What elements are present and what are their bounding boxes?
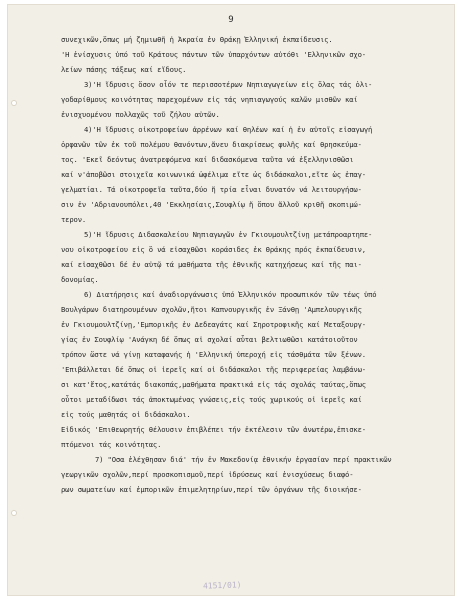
text-line: γελματίαι. Τά οἰκοτροφεῖα ταῦτα,δύο ἤ τρία εἶναι δυνατόν νά λειτουργήσω- — [61, 185, 362, 194]
text-line: Βουλγάρων διατηρουμένων σχολῶν,ἤτοι Καπνουργικῆς ἐν Ξάνθῃ 'Αμπελουργικῆς — [61, 305, 362, 314]
text-line: τρόπον ὥστε νά γίνῃ καταφανής ἡ 'Ελληνική ὑπεροχή εἰς τάσθμάτα τῶν ξένων. — [61, 350, 366, 359]
document-page — [8, 5, 454, 595]
text-line: 'Η ἐνίσχυσις ὑπό τοῦ Κράτους πάντων τῶν ὑπαρχόντων αὐτόθι 'Ελληνικῶν σχο- — [61, 50, 366, 59]
text-line: πτόμενοι τάς κοινότητας. — [61, 440, 162, 449]
punch-hole-mark — [11, 510, 17, 516]
text-line: 7) "Οσα ἐλέχθησαν διά' τήν ἐν Μακεδονίᾳ ἐθνικήν ἐργασίαν περί πρακτικῶν — [95, 455, 392, 464]
text-line: Εἰδικός 'Επιθεωρητής θέλουσιν ἐπιβλέπει τήν ἐκτέλεσιν τῶν ἀνωτέρω,ἐπισκε- — [61, 425, 366, 434]
page-number: 9 — [228, 15, 234, 25]
text-line: δονομίας. — [61, 275, 99, 284]
text-line: 6) Διατήρησις καί ἀναδιοργάνωσις ὑπό Ἑλληνικόν προσωπικόν τῶν τέως ὑπό — [84, 290, 377, 299]
text-line: 4)'Η ἵδρυσις οἰκοτροφείων ἀρρένων καί θηλέων καί ἡ ἐν αὐτοῖς εἰσαγωγή — [84, 125, 373, 134]
text-line: σιν ἐν 'Αδριανουπόλει,40 'Εκκλησίαις,Σουφλίῳ ἤ ὅπου ἄλλοῦ κριθῆ σκοπιμώ- — [61, 200, 362, 209]
text-line: 5)'Η ἵδρυσις Διδασκαλείου Νηπιαγωγῶν ἐν Γκιουμουλτζίνῃ μετάπροαρτηπε- — [84, 230, 373, 239]
text-line: σι κατ'ἔτος,κατάτάς διακοπάς,μαθήματα πρακτικά εἰς τάς σχολάς ταύτας,ὅπως — [61, 380, 366, 389]
text-line: γεωργικῶν σχολῶν,περί προσκοπισμοῦ,περί ἱδρύσεως καί ἐνισχύσεως διαφό- — [61, 470, 354, 479]
text-line: ἐνισχυομένου πολλαχῶς τοῦ ζήλου αὐτῶν. — [61, 110, 220, 119]
text-line: τερον. — [61, 215, 87, 224]
body-text — [58, 32, 450, 497]
text-line: ἐν Γκιουμουλτζίνῃ,'Εμπορικῆς ἐν Δεδεαγάτς καί Σηροτροφικῆς καί Μεταξουργ- — [61, 320, 366, 329]
text-line: γοδαρίθμους κοινότητας παρεχομένων εἰς τάς νηπιαγωγούς καλῶν μισθῶν καί — [61, 95, 358, 104]
punch-hole-mark — [11, 100, 17, 106]
text-line: νου οἰκοτροφείου εἰς ὃ νά εἰσαχθῶσι κοράσιδες ἐκ Θράκης πρός ἐκπαίδευσιν, — [61, 245, 366, 254]
archive-stamp: 4151/01) — [202, 580, 242, 591]
text-line: ὀρφανῶν τῶν ἐκ τοῦ πολέμου θανόντων,ἄνευ διακρίσεως φυλῆς καί θρησκεύμα- — [61, 140, 362, 149]
text-line: γίας ἐν Σουφλίῳ 'Ανάγκη δέ ὅπως αἱ σχολαί αὗται βελτιωθῶσι κατάτοιοῦτον — [61, 335, 358, 344]
text-line: τος. 'Εκεῖ δεόντως ἀνατρεφόμενα καί διδασκόμενα ταῦτα νά ἐξελληνισθῶσι — [61, 155, 354, 164]
text-line: 3)'Η ἵδρυσις ὅσον οἷόν τε περισσοτέρων Νηπιαγωγείων εἰς ὅλας τάς ὁλι- — [84, 80, 373, 89]
text-line: καί εἰσαχθῶσι δέ ἐν αὐτῷ τά μαθήματα τῆς ἐθνικῆς κατηχήσεως καί τῆς παι- — [61, 260, 362, 269]
text-line: ρων σωματείων καί ἐμπορικῶν ἐπιμελητηρίων,περί τῶν ὀργάνων τῆς διοικήσε- — [61, 485, 362, 494]
text-line: 'Επιβάλλεται δέ ὅπως οἱ ἱερεῖς καί οἱ διδάσκαλοι τῆς περιφερείας λαμβάνω- — [61, 365, 366, 374]
text-line: λείων πάσης τάξεως καί εἴδους. — [61, 65, 187, 74]
text-line: καί ν'ἀποβῶσι στοιχεῖα κοινωνικά ὠφέλιμα εἴτε ὡς διδάσκαλοι,εἴτε ὡς ἐπαγ- — [61, 170, 366, 179]
text-line: εἰς τούς μαθητάς οἱ διδάσκαλοι. — [61, 410, 191, 419]
text-line: συνεχικῶν,ὅπως μή ζημιωθῆ ἡ Ἀκραία ἐν Θράκῃ Ἑλληνική ἐκπαίδευσις. — [61, 35, 333, 44]
text-line: οὗτοι μεταδίδωσι τάς ἀποκτωμένας γνώσεις,εἰς τούς χωρικούς οἱ ἱερεῖς καί — [61, 395, 362, 404]
